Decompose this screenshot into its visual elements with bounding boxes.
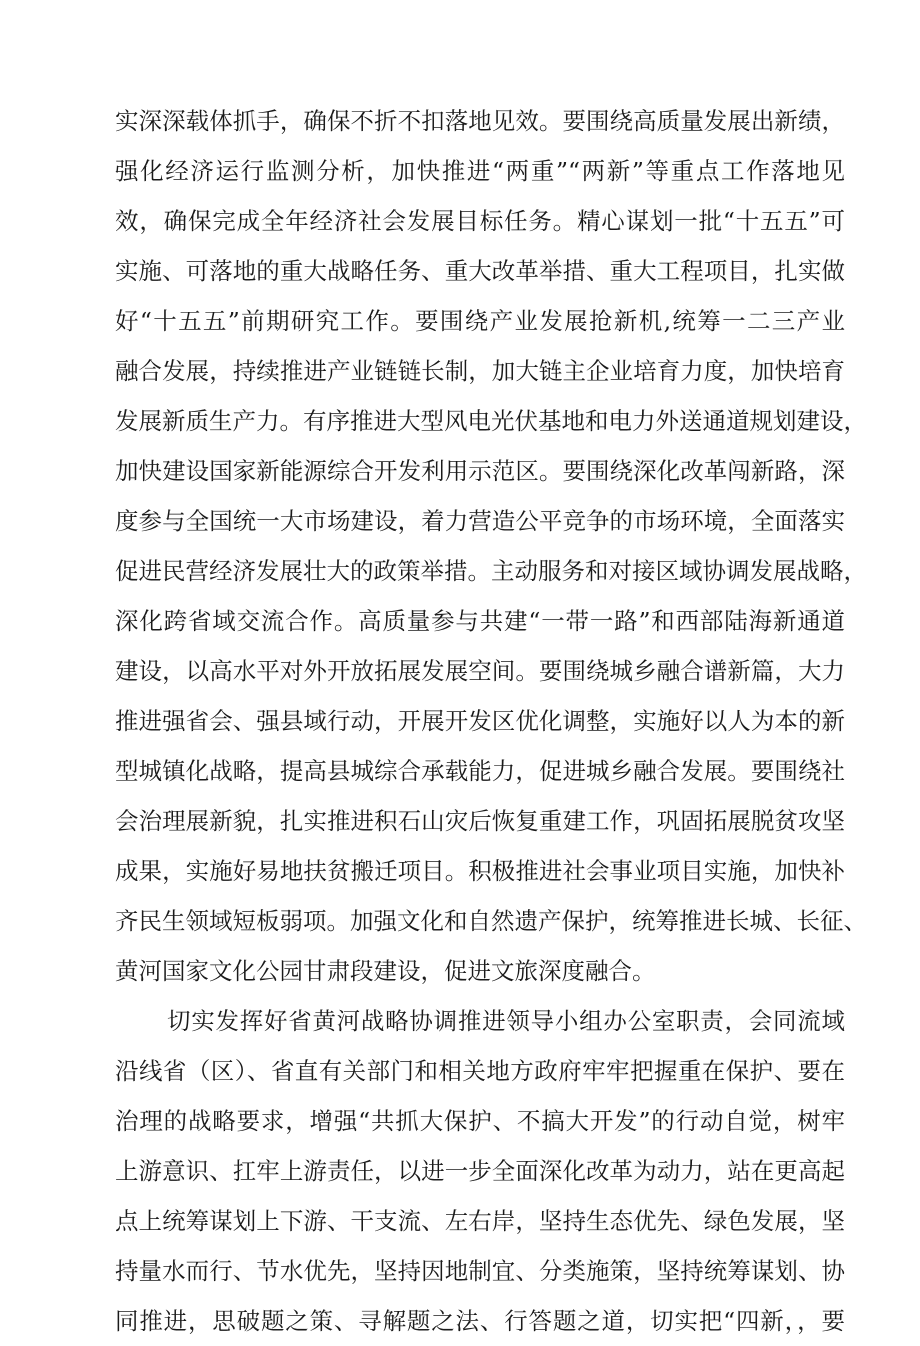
- text-line: 治理的战略要求，增强“共抓大保护、不搞大开发”的行动自觉，树牢: [115, 1107, 845, 1135]
- text-line: 同推进，思破题之策、寻解题之法、行答题之道，切实把“四新，，要: [115, 1307, 845, 1335]
- text-line: 发展新质生产力。有序推进大型风电光伏基地和电力外送通道规划建设，: [115, 407, 867, 435]
- text-line: 融合发展，持续推进产业链链长制，加大链主企业培育力度，加快培育: [115, 357, 845, 385]
- text-line: 持量水而行、节水优先，坚持因地制宜、分类施策，坚持统筹谋划、协: [115, 1257, 845, 1285]
- text-line: 建设，以高水平对外开放拓展发展空间。要围绕城乡融合谱新篇，大力: [115, 657, 845, 685]
- text-line: 黄河国家文化公园甘肃段建设，促进文旅深度融合。: [115, 957, 656, 985]
- text-line: 点上统筹谋划上下游、干支流、左右岸，坚持生态优先、绿色发展，坚: [115, 1207, 845, 1235]
- text-line: 效，确保完成全年经济社会发展目标任务。精心谋划一批“十五五”可: [115, 207, 845, 235]
- paragraph-2: [115, 996, 845, 1346]
- text-line: 齐民生领域短板弱项。加强文化和自然遗产保护，统筹推进长城、长征、: [115, 907, 867, 935]
- text-line: 会治理展新貌，扎实推进积石山灾后恢复重建工作，巩固拓展脱贫攻坚: [115, 807, 845, 835]
- body-text: [115, 96, 867, 1346]
- text-line: 型城镇化战略，提高县城综合承载能力，促进城乡融合发展。要围绕社: [115, 757, 845, 785]
- text-line: 成果，实施好易地扶贫搬迁项目。积极推进社会事业项目实施，加快补: [115, 857, 845, 885]
- text-line: 强化经济运行监测分析，加快推进“两重”“两新”等重点工作落地见: [115, 157, 845, 185]
- text-line: 深化跨省域交流合作。高质量参与共建“一带一路”和西部陆海新通道: [115, 607, 845, 635]
- paragraph-1: [115, 96, 867, 996]
- text-line: 好“十五五”前期研究工作。要围绕产业发展抢新机,统筹一二三产业: [115, 307, 845, 335]
- text-line: 加快建设国家新能源综合开发利用示范区。要围绕深化改革闯新路，深: [115, 457, 845, 485]
- text-line: 实深深载体抓手，确保不折不扣落地见效。要围绕高质量发展出新绩，: [115, 107, 845, 135]
- text-line: 实施、可落地的重大战略任务、重大改革举措、重大工程项目，扎实做: [115, 257, 845, 285]
- text-line: 沿线省（区）、省直有关部门和相关地方政府牢牢把握重在保护、要在: [115, 1057, 845, 1085]
- text-line: 度参与全国统一大市场建设，着力营造公平竞争的市场环境，全面落实: [115, 507, 845, 535]
- text-line: 推进强省会、强县域行动，开展开发区优化调整，实施好以人为本的新: [115, 707, 845, 735]
- text-line: 上游意识、扛牢上游责任，以进一步全面深化改革为动力，站在更高起: [115, 1157, 845, 1185]
- text-line: 促进民营经济发展壮大的政策举措。主动服务和对接区域协调发展战略，: [115, 557, 867, 585]
- text-line: 切实发挥好省黄河战略协调推进领导小组办公室职责，会同流域: [167, 1007, 845, 1035]
